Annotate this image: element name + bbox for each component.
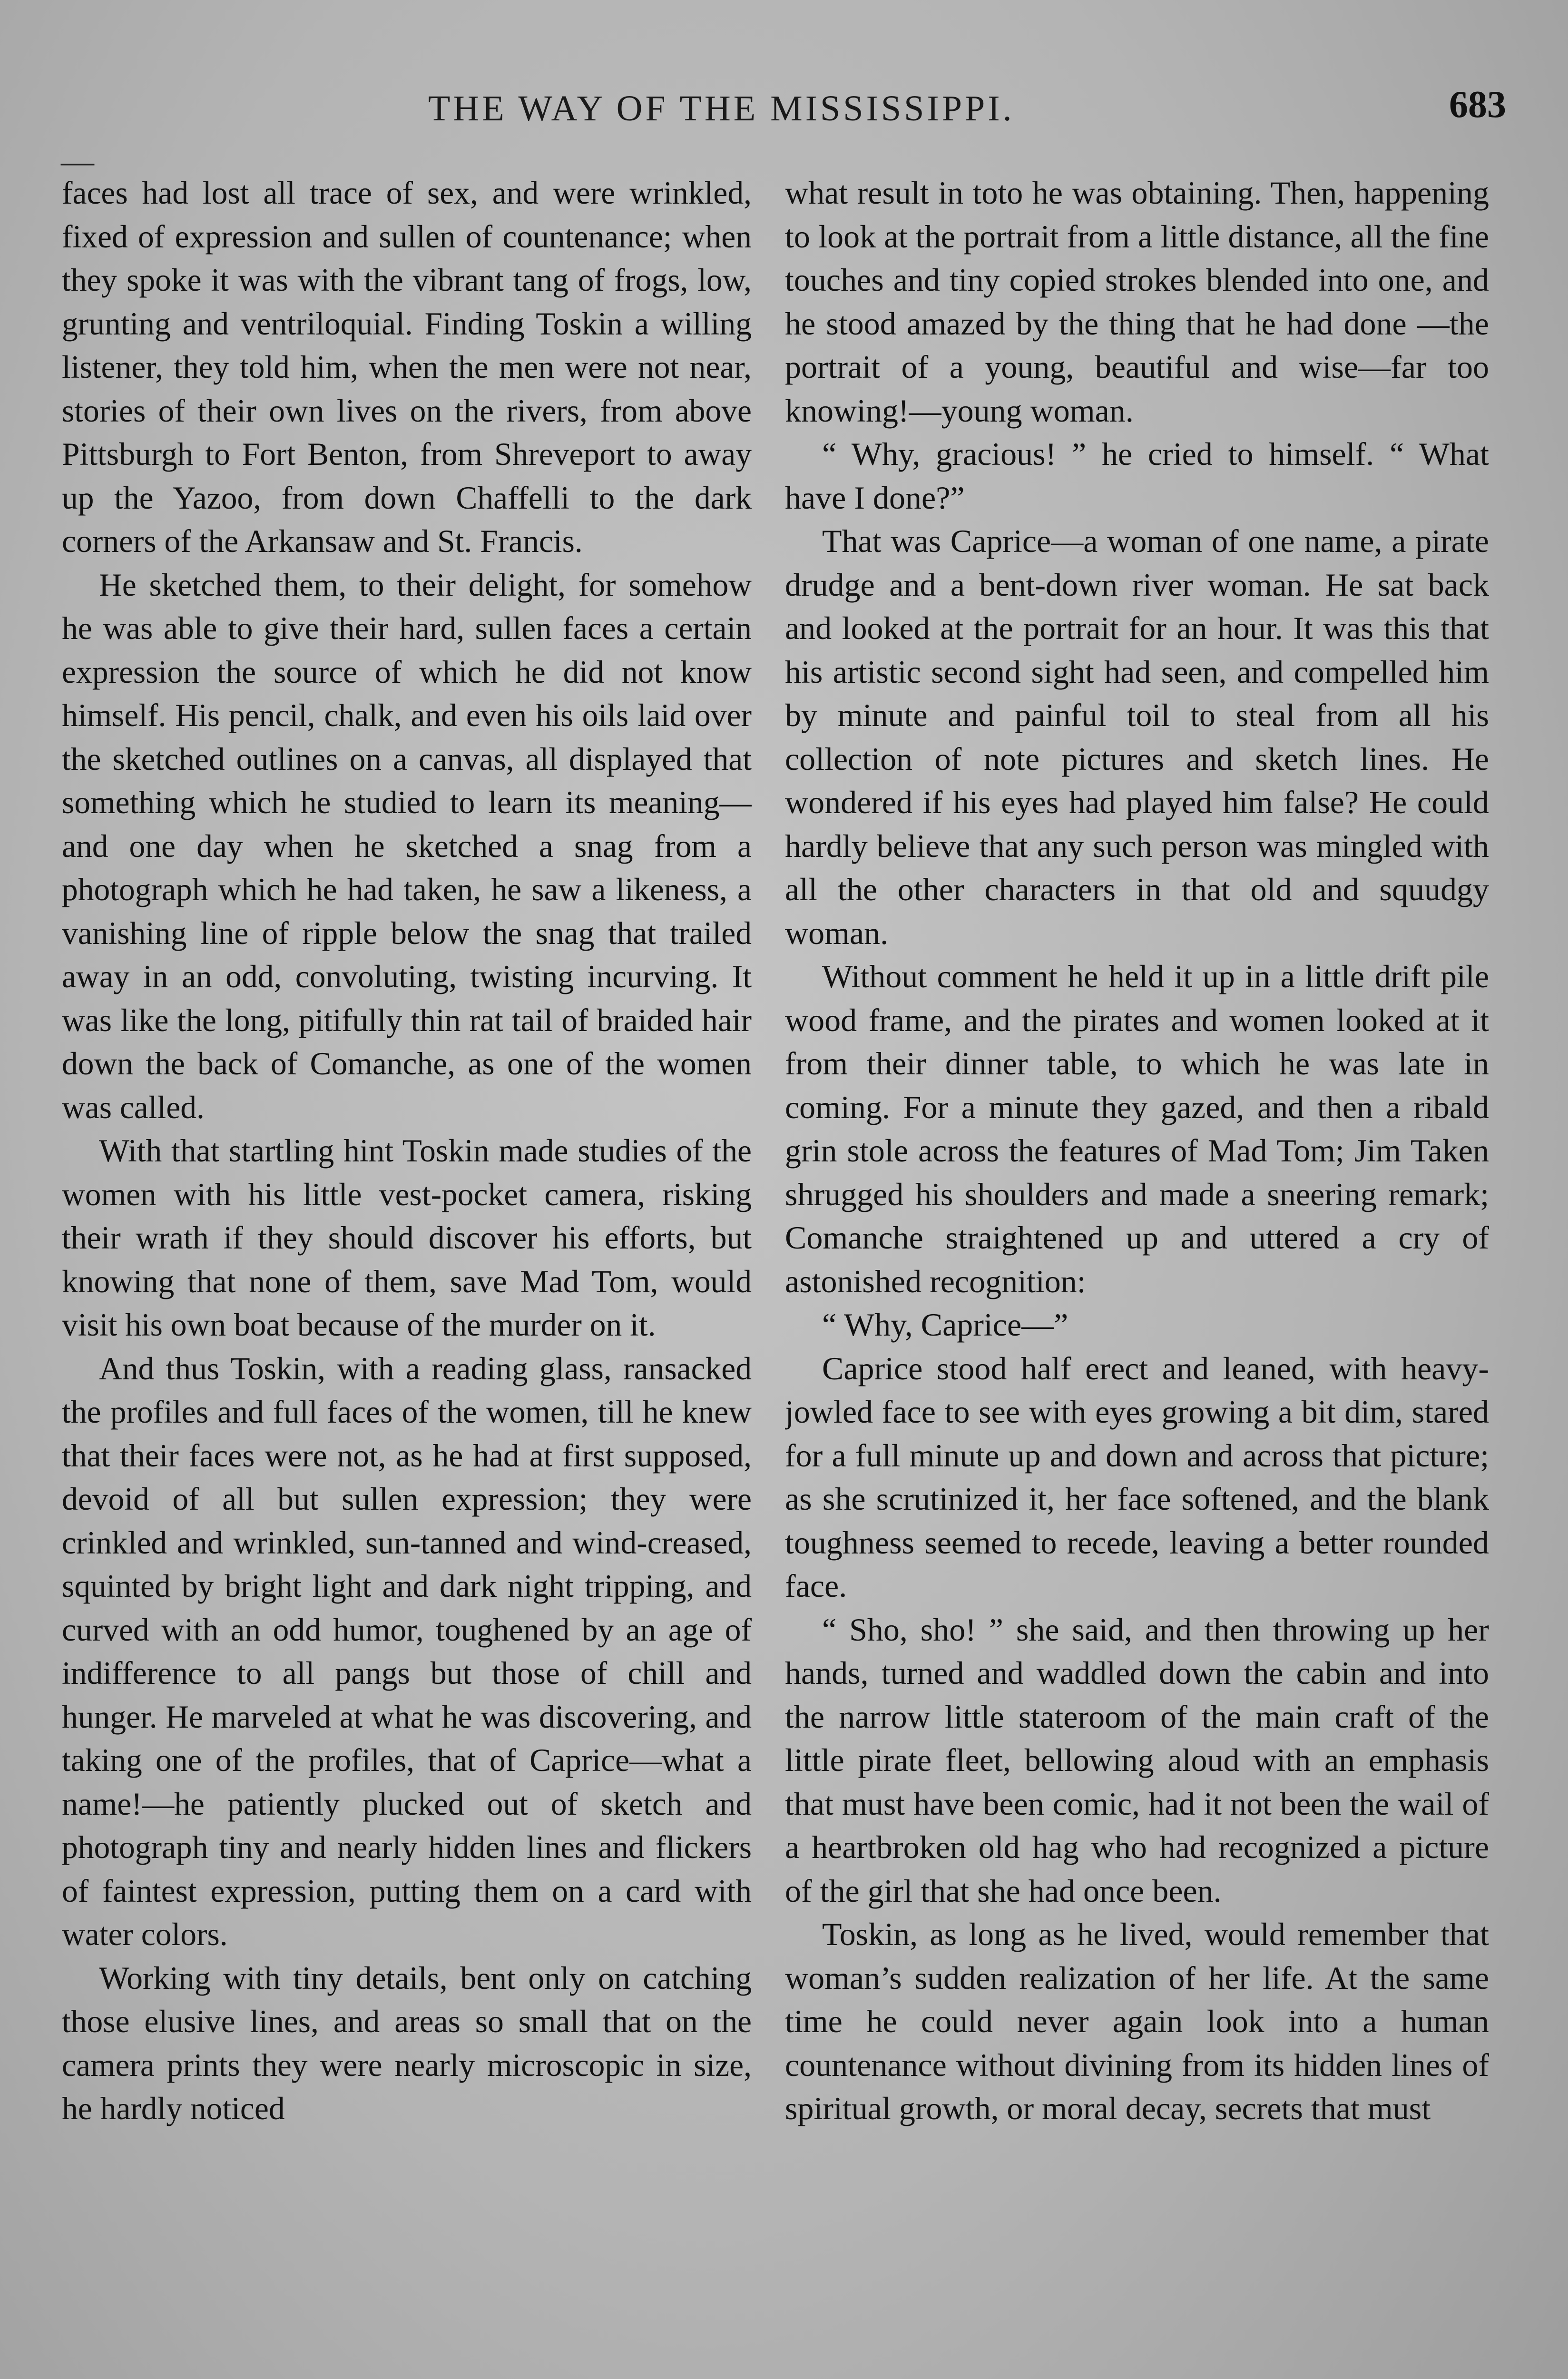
paragraph: That was Caprice—a woman of one name, a pirate drudge and a bent-down river woman. He sat back and looked at the portrait for an hour. It was this that his artistic second sight had seen, and compelled him by minute and painful toil to steal from all his collection of note pictures and sketch lines. He wondered if his eyes had played him false? He could hardly believe that any such person was mingled with all the other characters in that old and squudgy woman. [785, 523, 1489, 951]
running-title: THE WAY OF THE MISSISSIPPI. [428, 88, 1015, 128]
paragraph: “ Sho, sho! ” she said, and then throwing up her hands, turned and waddled down the cabin and into the narrow little stateroom of the main craft of the little pirate fleet, bellowing aloud with an emphasis that must have been comic, had it not been the wail of a heartbroken old hag who had recognized a picture of the girl that she had once been. [785, 1611, 1489, 1909]
paragraph: Without comment he held it up in a little drift pile wood frame, and the pirates and women looked at it from their dinner table, to which he was late in coming. For a minute they gazed, and then a ribald grin stole across the features of Mad Tom; Jim Taken shrugged his shoulders and made a sneering remark; Comanche straightened up and uttered a cry of astonished recognition: [785, 958, 1489, 1299]
page-number: 683 [1449, 84, 1506, 126]
header-dash: — [61, 143, 94, 180]
paragraph: Caprice stood half erect and leaned, with heavy-jowled face to see with eyes growing a bit dim, stared for a full minute up and down and across that picture; as she scrutinized it, her face softened, and the blank toughness seemed to recede, leaving a better rounded face. [785, 1350, 1489, 1604]
paragraph: And thus Toskin, with a reading glass, ransacked the profiles and full faces of the women, till he knew that their faces were not, as he had at first supposed, devoid of all but sullen expression; they were crinkled and wrinkled, sun-tanned and wind-creased, squinted by bright light and dark night tripping, and curved with an odd humor, toughened by an age of indifference to all pangs but those of chill and hunger. He marveled at what he was discovering, and taking one of the profiles, that of Caprice—what a name!—he patiently plucked out of sketch and photograph tiny and nearly hidden lines and flickers of faintest expression, putting them on a card with water colors. [62, 1350, 752, 1952]
paragraph: He sketched them, to their delight, for somehow he was able to give their hard, sullen faces a certain expression the source of which he did not know himself. His pencil, chalk, and even his oils laid over the sketched outlines on a canvas, all displayed that something which he studied to learn its meaning—and one day when he sketched a snag from a photograph which he had taken, he saw a likeness, a vanishing line of ripple below the snag that trailed away in an odd, convoluting, twisting incurving. It was like the long, pitifully thin rat tail of braided hair down the back of Comanche, as one of the women was called. [62, 567, 752, 1125]
paragraph: With that startling hint Toskin made studies of the women with his little vest-pocket camera, risking their wrath if they should discover his efforts, but knowing that none of them, save Mad Tom, would visit his own boat because of the murder on it. [62, 1133, 752, 1343]
page-header [0, 83, 1568, 180]
paragraph: “ Why, gracious! ” he cried to himself. “ What have I done?” [785, 436, 1489, 516]
paragraph: Working with tiny details, bent only on catching those elusive lines, and areas so small that on the camera prints they were nearly microscopic in size, he hardly noticed [62, 1960, 752, 2126]
paragraph: what result in toto he was obtaining. Then, happening to look at the portrait from a little distance, all the fine touches and tiny copied strokes blended into one, and he stood amazed by the thing that he had done —the portrait of a young, beautiful and wise—far too knowing!—young woman. [785, 175, 1489, 429]
paragraph: “ Why, Caprice—” [822, 1307, 1068, 1343]
left-column [62, 171, 752, 2379]
paragraph: Toskin, as long as he lived, would remember that woman’s sudden realization of her life. At the same time he could never again look into a human countenance without divining from its hidden lines of spiritual growth, or moral decay, secrets that must [785, 1916, 1489, 2126]
paragraph: faces had lost all trace of sex, and were wrinkled, fixed of expression and sullen of countenance; when they spoke it was with the vibrant tang of frogs, low, grunting and ventriloquial. Finding Toskin a willing listener, they told him, when the men were not near, stories of their own lives on the rivers, from above Pittsburgh to Fort Benton, from Shreveport to away up the Yazoo, from down Chaffelli to the dark corners of the Arkansaw and St. Francis. [62, 175, 752, 559]
right-column [785, 171, 1489, 2379]
